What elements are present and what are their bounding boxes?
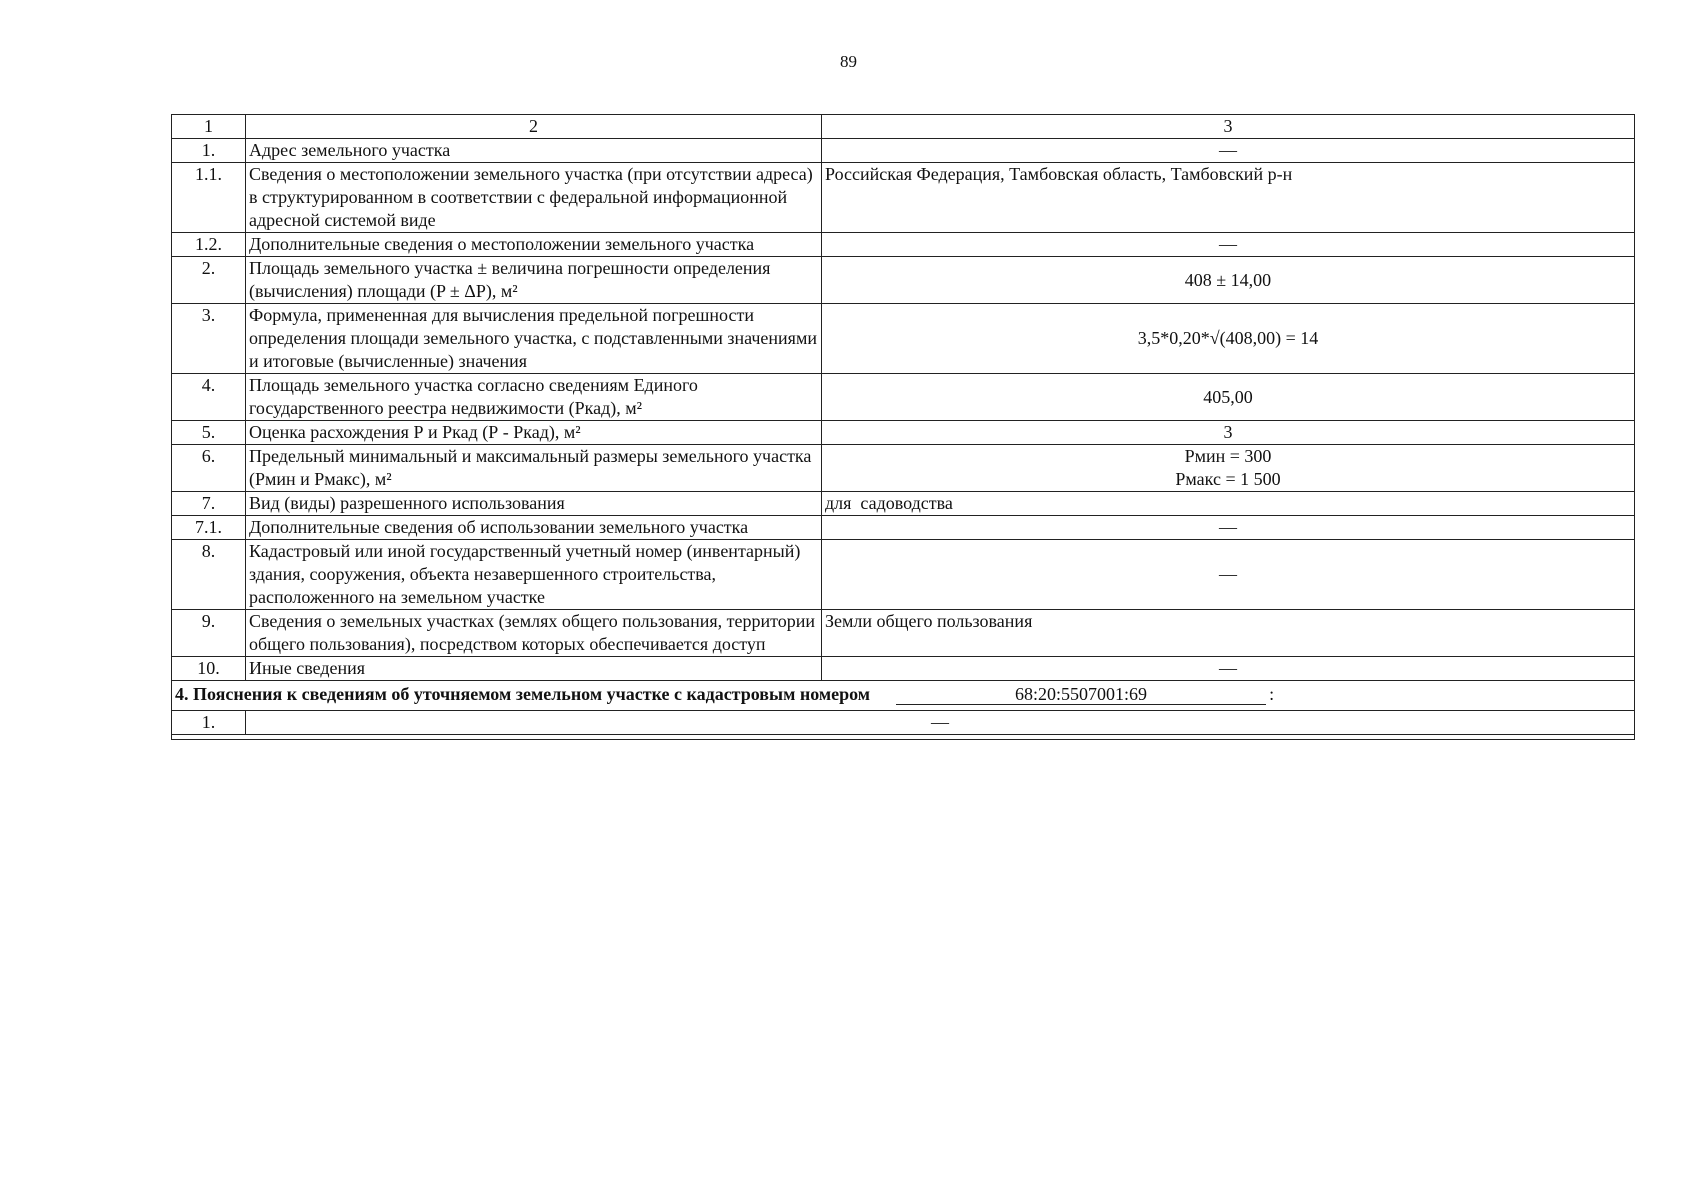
row-value: для садоводства bbox=[822, 492, 1635, 516]
row-value bbox=[822, 445, 1635, 492]
section-4-title: 4. Пояснения к сведениям об уточняемом земельном участке с кадастровым номером bbox=[175, 684, 871, 704]
table-row bbox=[172, 421, 1635, 445]
row-label: Площадь земельного участка ± величина погрешности определения (вычисления) площади (P ± ΔP), м² bbox=[246, 257, 822, 304]
row-number: 1.2. bbox=[172, 233, 246, 257]
row-number: 10. bbox=[172, 657, 246, 681]
row-label: Дополнительные сведения об использовании земельного участка bbox=[246, 516, 822, 540]
table-row bbox=[172, 304, 1635, 374]
table-row bbox=[172, 540, 1635, 610]
row-label: Площадь земельного участка согласно сведениям Единого государственного реестра недвижимости (Ркад), м² bbox=[246, 374, 822, 421]
row-label: Дополнительные сведения о местоположении земельного участка bbox=[246, 233, 822, 257]
table-row bbox=[172, 516, 1635, 540]
row-number: 3. bbox=[172, 304, 246, 374]
row-number: 2. bbox=[172, 257, 246, 304]
table-bottom-border bbox=[172, 735, 1635, 740]
header-col-1: 1 bbox=[172, 115, 246, 139]
row-number: 1.1. bbox=[172, 163, 246, 233]
section-4-header-row bbox=[172, 681, 1635, 711]
table-row bbox=[172, 163, 1635, 233]
row-label: Предельный минимальный и максимальный размеры земельного участка (Рмин и Рмакс), м² bbox=[246, 445, 822, 492]
row-value: 3 bbox=[822, 421, 1635, 445]
row-value: — bbox=[822, 139, 1635, 163]
row-number: 1. bbox=[172, 139, 246, 163]
row-number: 9. bbox=[172, 610, 246, 657]
row-label: Иные сведения bbox=[246, 657, 822, 681]
row-number: 5. bbox=[172, 421, 246, 445]
table-row bbox=[172, 257, 1635, 304]
table-row bbox=[172, 233, 1635, 257]
row-value: 405,00 bbox=[822, 374, 1635, 421]
section-4-header bbox=[172, 681, 1635, 711]
row-number: 1. bbox=[172, 711, 246, 735]
table-row bbox=[172, 139, 1635, 163]
row-label: Адрес земельного участка bbox=[246, 139, 822, 163]
row-label: Оценка расхождения Р и Ркад (Р - Ркад), м² bbox=[246, 421, 822, 445]
row-label: Формула, примененная для вычисления предельной погрешности определения площади земельного участка, с подставленными значениями и итоговые (вычисленные) значения bbox=[246, 304, 822, 374]
row-value: — bbox=[822, 540, 1635, 610]
cadastral-number: 68:20:5507001:69 bbox=[896, 684, 1266, 705]
min-size-value: Рмин = 300 bbox=[1184, 446, 1272, 466]
row-value: 408 ± 14,00 bbox=[822, 257, 1635, 304]
page-number: 89 bbox=[840, 52, 857, 71]
table-row bbox=[172, 445, 1635, 492]
row-value: — bbox=[246, 711, 1635, 735]
header-col-3: 3 bbox=[822, 115, 1635, 139]
row-value: 3,5*0,20*√(408,00) = 14 bbox=[822, 304, 1635, 374]
table-header-row bbox=[172, 115, 1635, 139]
row-number: 7.1. bbox=[172, 516, 246, 540]
row-label: Сведения о земельных участках (землях общего пользования, территории общего пользования), посредством которых обеспечивается доступ bbox=[246, 610, 822, 657]
row-value: — bbox=[822, 516, 1635, 540]
row-label: Кадастровый или иной государственный учетный номер (инвентарный) здания, сооружения, объекта незавершенного строительства, расположенного на земельном участке bbox=[246, 540, 822, 610]
row-value: — bbox=[822, 233, 1635, 257]
row-value: Российская Федерация, Тамбовская область, Тамбовский р-н bbox=[822, 163, 1635, 233]
section-4-row bbox=[172, 711, 1635, 735]
row-label: Вид (виды) разрешенного использования bbox=[246, 492, 822, 516]
table-row bbox=[172, 374, 1635, 421]
cadastral-colon: : bbox=[1269, 684, 1275, 704]
table-row bbox=[172, 657, 1635, 681]
row-value: — bbox=[822, 657, 1635, 681]
row-label: Сведения о местоположении земельного участка (при отсутствии адреса) в структурированном в соответствии с федеральной информационной адресной системой виде bbox=[246, 163, 822, 233]
table-row bbox=[172, 610, 1635, 657]
row-number: 8. bbox=[172, 540, 246, 610]
max-size-value: Рмакс = 1 500 bbox=[1175, 469, 1281, 489]
row-number: 7. bbox=[172, 492, 246, 516]
table-row bbox=[172, 492, 1635, 516]
header-col-2: 2 bbox=[246, 115, 822, 139]
row-value: Земли общего пользования bbox=[822, 610, 1635, 657]
row-number: 6. bbox=[172, 445, 246, 492]
row-number: 4. bbox=[172, 374, 246, 421]
land-plot-info-table bbox=[171, 114, 1635, 740]
